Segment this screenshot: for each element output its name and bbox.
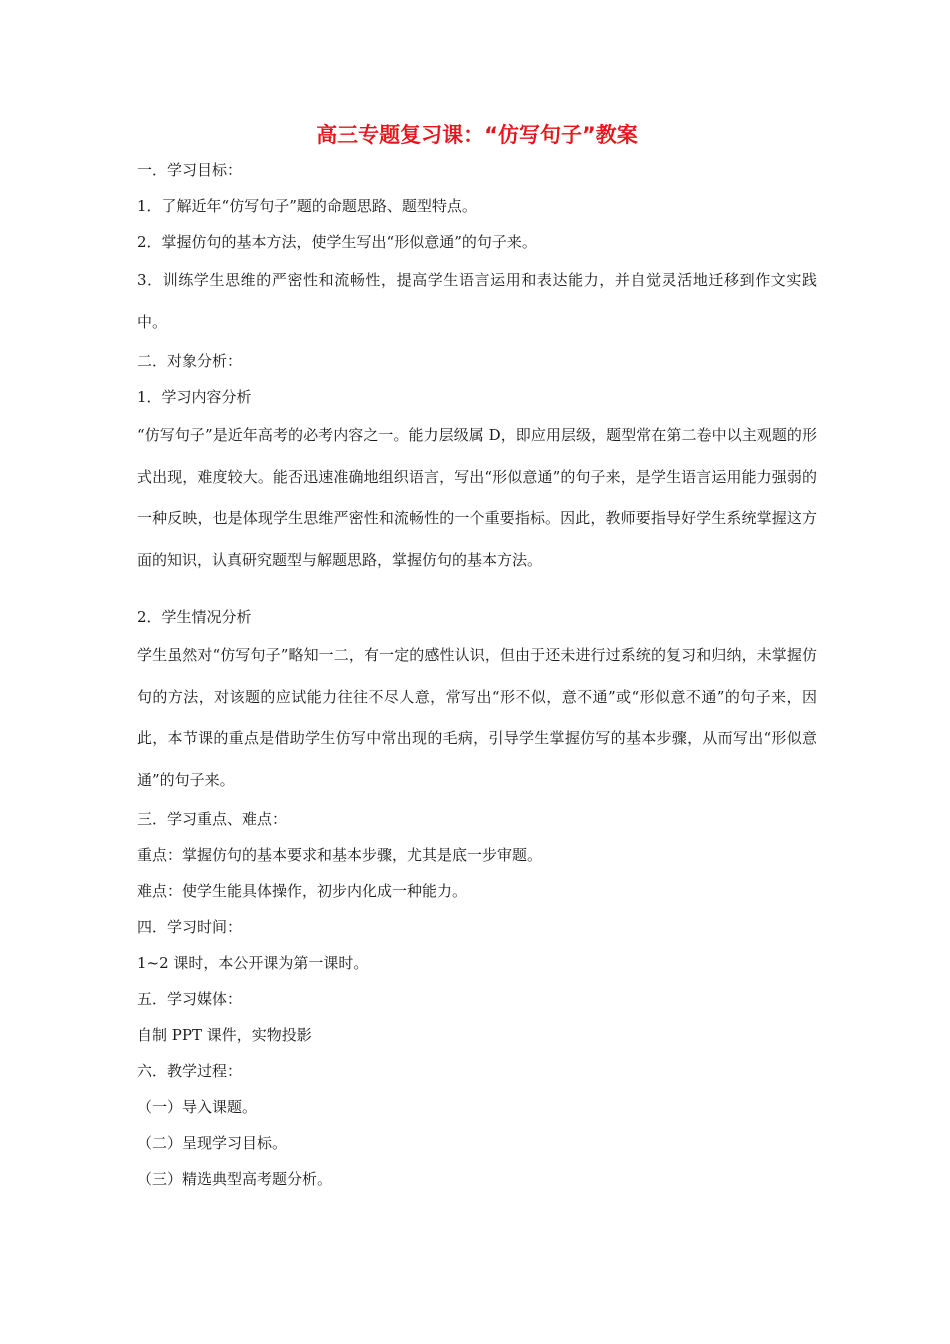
section-heading-process: 六．教学过程： <box>137 1062 243 1080</box>
goal-item-3: 3．训练学生思维的严密性和流畅性，提高学生语言运用和表达能力，并自觉灵活地迁移到作文实践中。 <box>137 271 817 331</box>
time-text: 1~2 课时，本公开课为第一课时。 <box>137 954 369 972</box>
subheading-student-analysis: 2．学生情况分析 <box>137 608 252 626</box>
section-heading-key-points: 三．学习重点、难点： <box>137 810 288 828</box>
media-text: 自制 PPT 课件，实物投影 <box>137 1026 312 1044</box>
document-title: 高三专题复习课：“仿写句子”教案 <box>316 123 638 147</box>
section-heading-media: 五．学习媒体： <box>137 990 243 1008</box>
key-point-text: 重点：掌握仿句的基本要求和基本步骤，尤其是底一步审题。 <box>137 846 543 864</box>
section-heading-analysis: 二．对象分析： <box>137 352 243 370</box>
difficult-point-text: 难点：使学生能具体操作，初步内化成一种能力。 <box>137 882 468 900</box>
process-step-1: （一）导入课题。 <box>137 1098 258 1116</box>
section-heading-time: 四．学习时间： <box>137 918 243 936</box>
document-page <box>137 120 817 1197</box>
goal-item-1: 1．了解近年“仿写句子”题的命题思路、题型特点。 <box>137 197 477 215</box>
paragraph-content-analysis: “仿写句子”是近年高考的必考内容之一。能力层级属 D，即应用层级，题型常在第二卷中以主观题的形式出现，难度较大。能否迅速准确地组织语言，写出“形似意通”的句子来，是学生语言运用能力强弱的一种反映，也是体现学生思维严密性和流畅性的一个重要指标。因此，教师要指导好学生系统掌握这方面的知识，认真研究题型与解题思路，掌握仿句的基本方法。 <box>137 426 817 569</box>
paragraph-student-analysis: 学生虽然对“仿写句子”略知一二，有一定的感性认识，但由于还未进行过系统的复习和归纳，未掌握仿句的方法，对该题的应试能力往往不尽人意，常写出“形不似，意不通”或“形似意不通”的句子来，因此，本节课的重点是借助学生仿写中常出现的毛病，引导学生掌握仿写的基本步骤，从而写出“形似意通”的句子来。 <box>137 646 817 789</box>
subheading-content-analysis: 1．学习内容分析 <box>137 388 252 406</box>
process-step-2: （二）呈现学习目标。 <box>137 1134 288 1152</box>
process-step-3: （三）精选典型高考题分析。 <box>137 1170 333 1188</box>
paragraph-gap <box>137 581 817 599</box>
goal-item-2: 2．掌握仿句的基本方法，使学生写出“形似意通”的句子来。 <box>137 233 537 251</box>
section-heading-goals: 一．学习目标： <box>137 161 243 179</box>
